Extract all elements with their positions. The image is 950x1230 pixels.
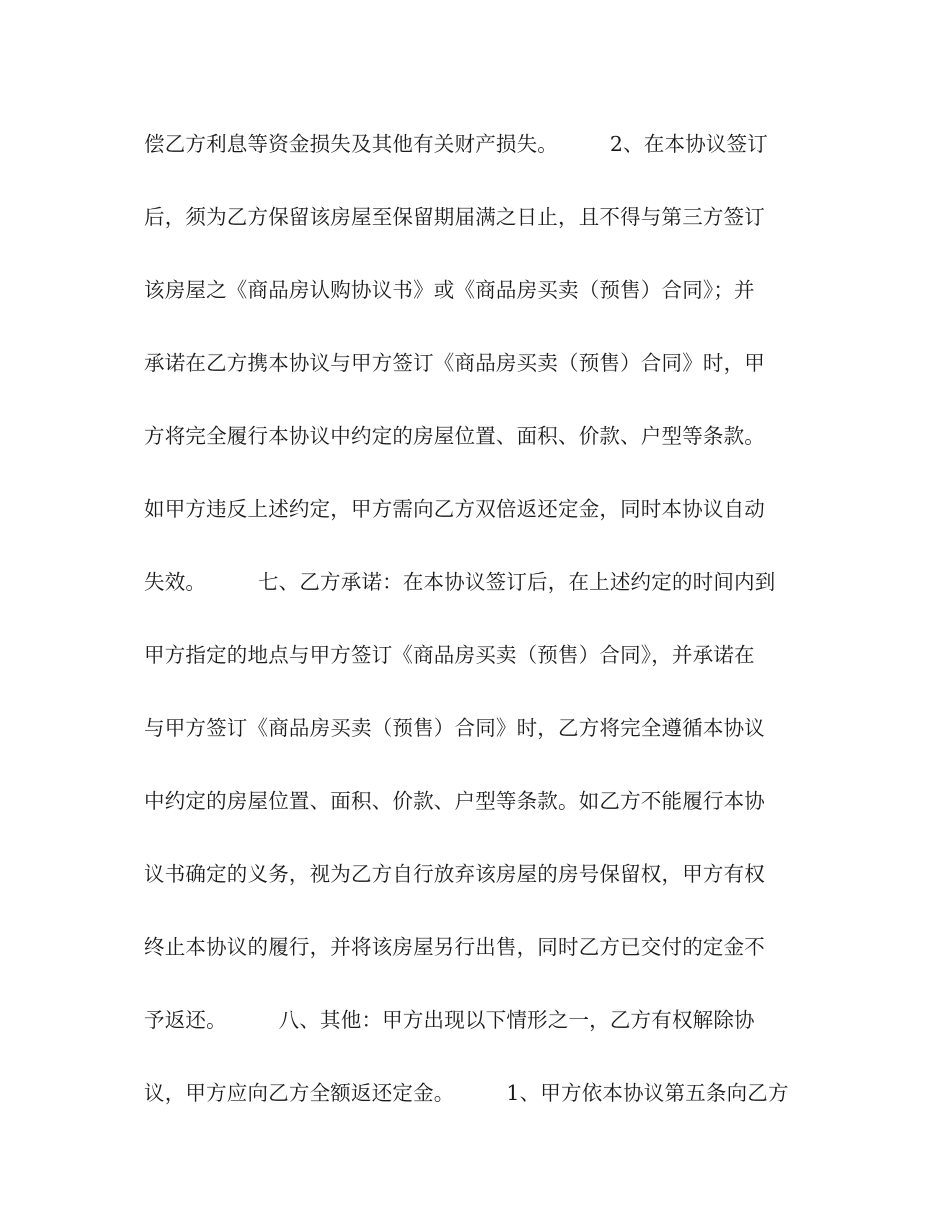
text-line: 后，须为乙方保留该房屋至保留期届满之日止，且不得与第三方签订	[144, 205, 765, 229]
text-line: 予返还。 八、其他：甲方出现以下情形之一，乙方有权解除协	[144, 1008, 755, 1032]
text-line: 承诺在乙方携本协议与甲方签订《商品房买卖（预售）合同》时，甲	[144, 351, 765, 375]
text-line: 该房屋之《商品房认购协议书》或《商品房买卖（预售）合同》；并	[144, 278, 755, 302]
text-line: 中约定的房屋位置、面积、价款、户型等条款。如乙方不能履行本协	[144, 789, 765, 813]
text-line: 偿乙方利息等资金损失及其他有关财产损失。 2、在本协议签订	[144, 132, 768, 156]
text-line: 议，甲方应向乙方全额返还定金。 1、甲方依本协议第五条向乙方	[144, 1081, 789, 1105]
text-line: 失效。 七、乙方承诺：在本协议签订后，在上述约定的时间内到	[144, 570, 776, 594]
text-line: 如甲方违反上述约定，甲方需向乙方双倍返还定金，同时本协议自动	[144, 497, 765, 521]
text-line: 与甲方签订《商品房买卖（预售）合同》时，乙方将完全遵循本协议	[144, 716, 765, 740]
text-line: 甲方指定的地点与甲方签订《商品房买卖（预售）合同》，并承诺在	[144, 643, 755, 667]
text-line: 终止本协议的履行，并将该房屋另行出售，同时乙方已交付的定金不	[144, 935, 765, 959]
body-text	[144, 118, 824, 1140]
text-line: 方将完全履行本协议中约定的房屋位置、面积、价款、户型等条款。	[144, 424, 765, 448]
text-line: 议书确定的义务，视为乙方自行放弃该房屋的房号保留权，甲方有权	[144, 862, 765, 886]
